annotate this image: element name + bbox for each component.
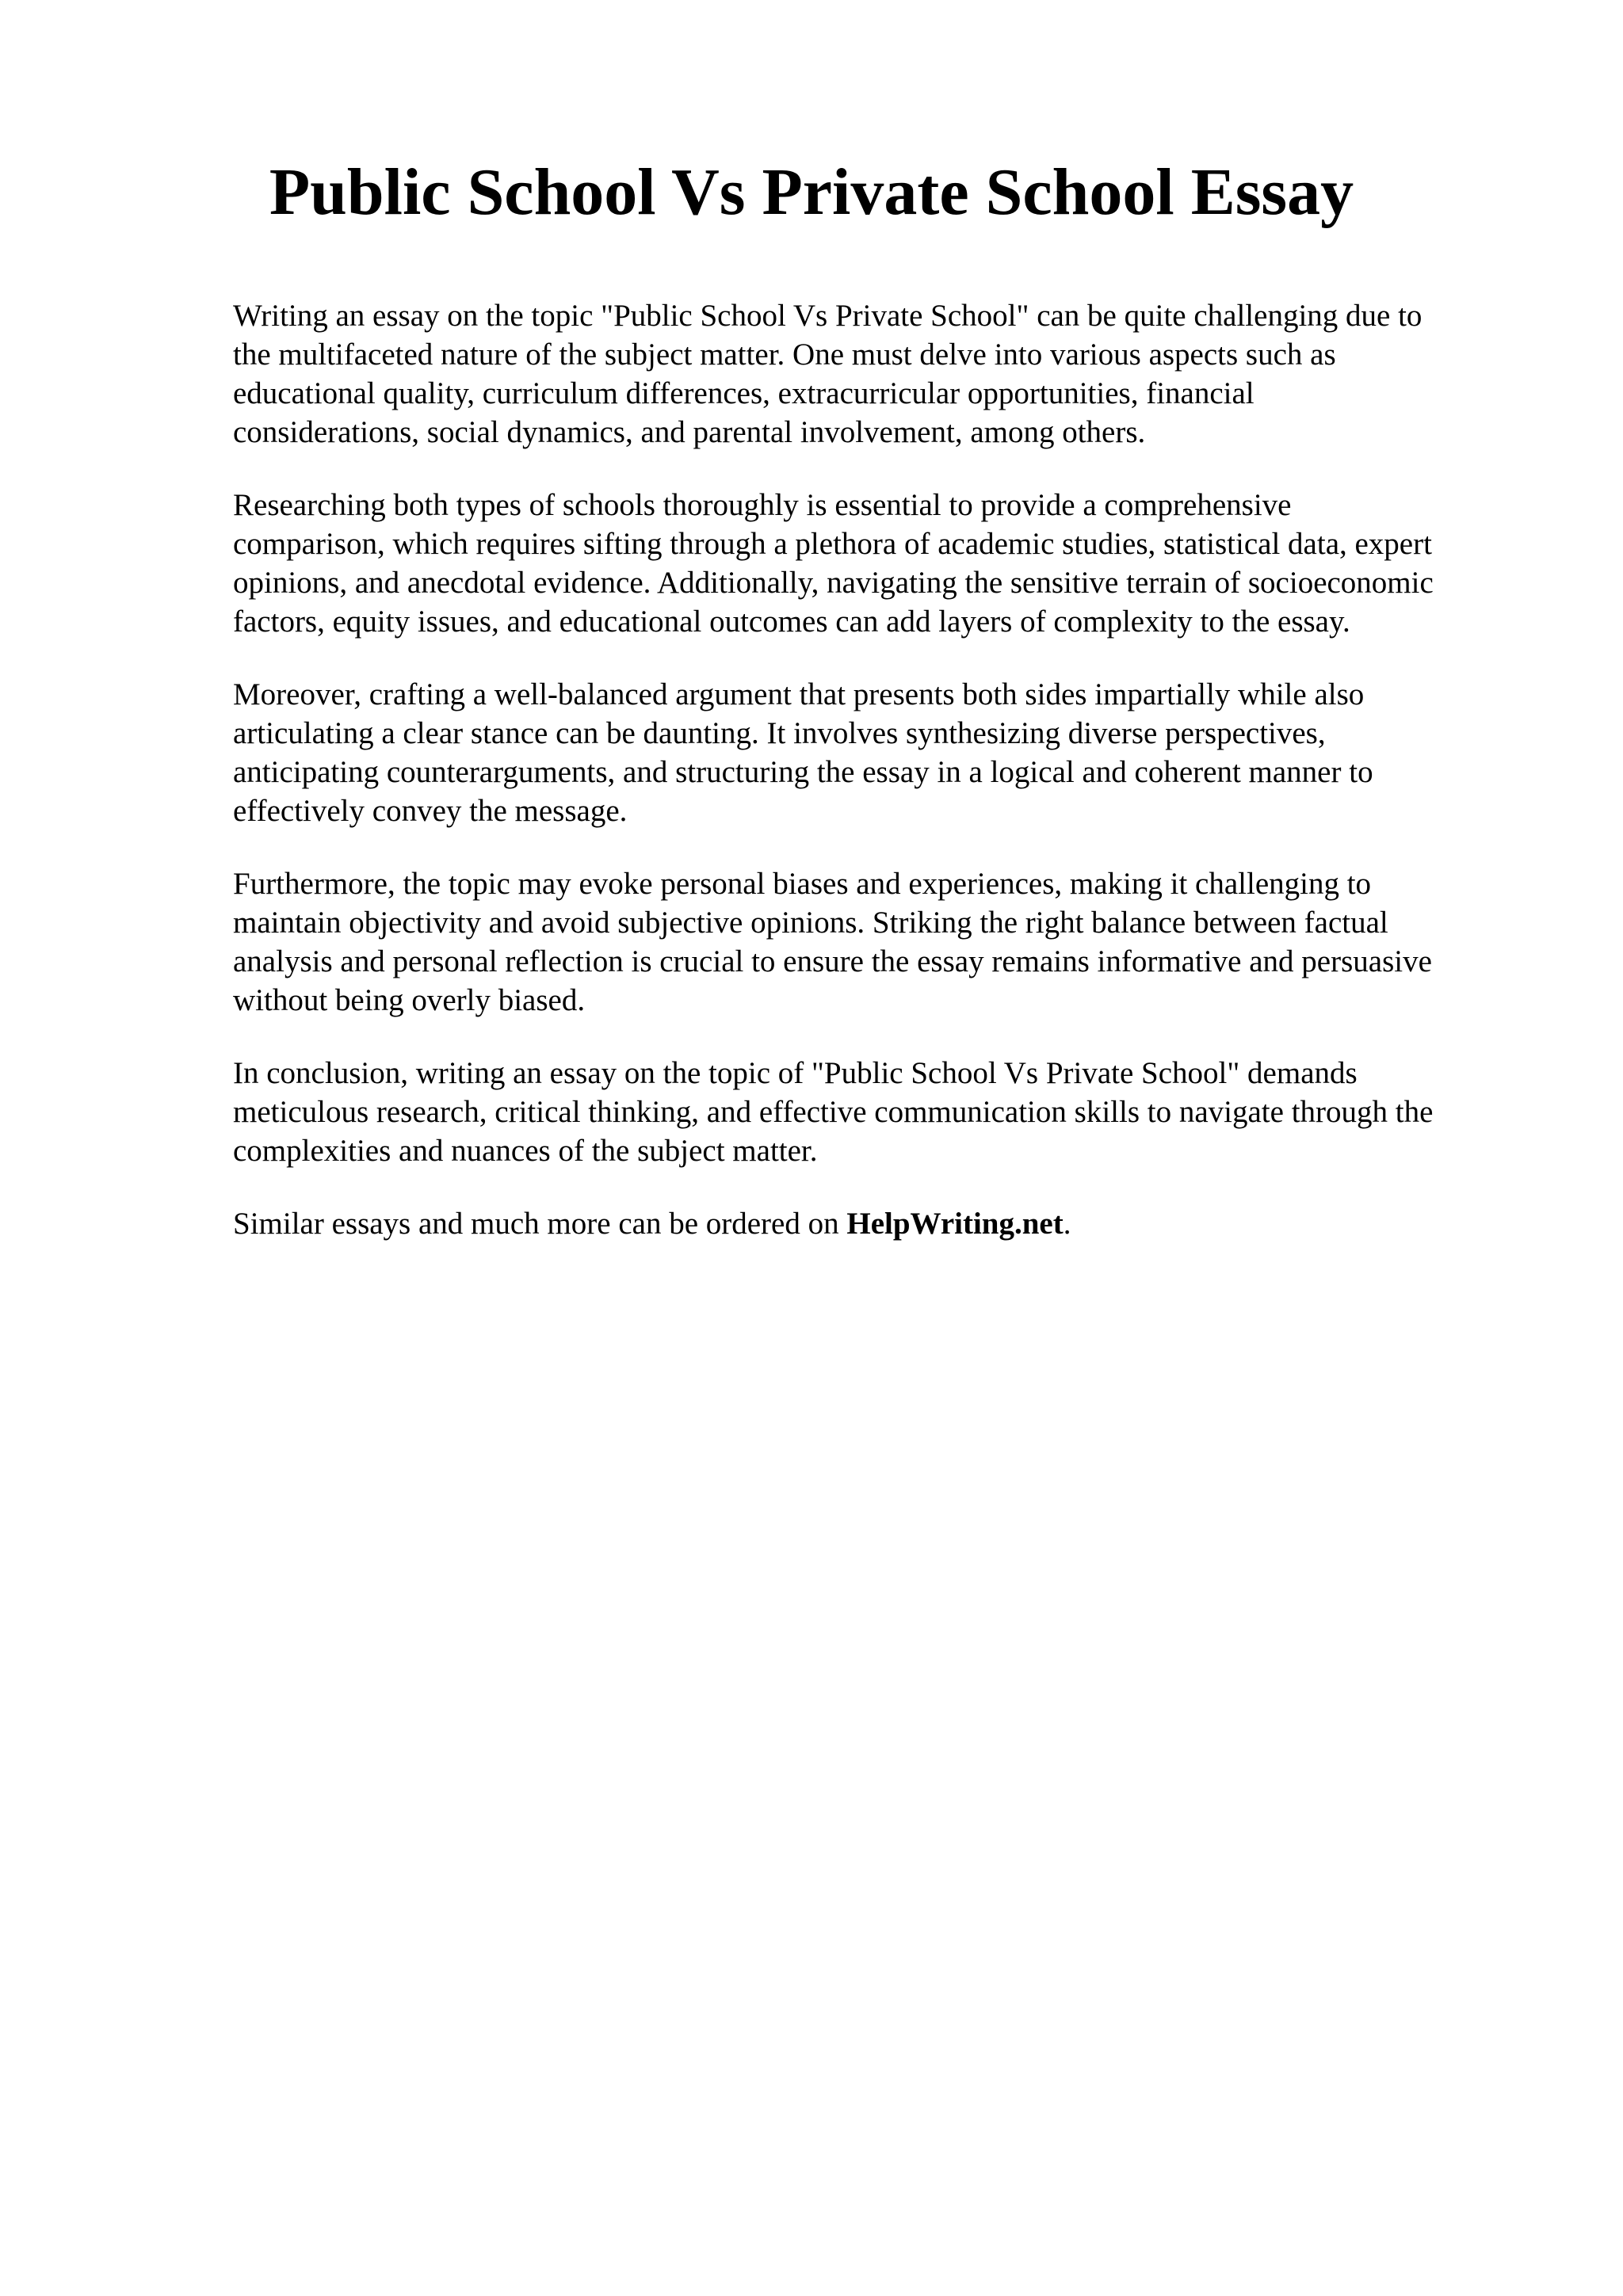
paragraph-research: Researching both types of schools thoroughly is essential to provide a comprehensive comparison, which requires sifting through a plethora of academic studies, statistical data, expert opinions, and anecdotal evidence. Additionally, navigating the sensitive terrain of socioeconomic factors, equity issues, and educational outcomes can add layers of complexity to the essay.: [233, 488, 1434, 639]
paragraph-conclusion: In conclusion, writing an essay on the topic of "Public School Vs Private School" demands meticulous research, critical thinking, and effective communication skills to navigate through the complexities and nuances of the subject matter.: [233, 1056, 1434, 1168]
closing-suffix: .: [1063, 1207, 1071, 1241]
document-body: [233, 296, 1533, 1277]
paragraph-intro: Writing an essay on the topic "Public School Vs Private School" can be quite challenging due to the multifaceted nature of the subject matter. One must delve into various aspects such as educational quality, curriculum differences, extracurricular opportunities, financial considerations, social dynamics, and parental involvement, among others.: [233, 299, 1423, 449]
paragraph-biases: Furthermore, the topic may evoke personal biases and experiences, making it challenging to maintain objectivity and avoid subjective opinions. Striking the right balance between factual analysis and personal reflection is crucial to ensure the essay remains informative and persuasive without being overly biased.: [233, 867, 1432, 1017]
closing-line: [233, 1204, 1533, 1243]
brand-link[interactable]: HelpWriting.net: [846, 1207, 1064, 1241]
document-title: Public School Vs Private School Essay: [269, 155, 1354, 229]
paragraph-argument: Moreover, crafting a well-balanced argument that presents both sides impartially while also articulating a clear stance can be daunting. It involves synthesizing diverse perspectives, anticipating counterarguments, and structuring the essay in a logical and coherent manner to effectively convey the message.: [233, 677, 1373, 828]
closing-prefix: Similar essays and much more can be ordered on: [233, 1207, 847, 1241]
